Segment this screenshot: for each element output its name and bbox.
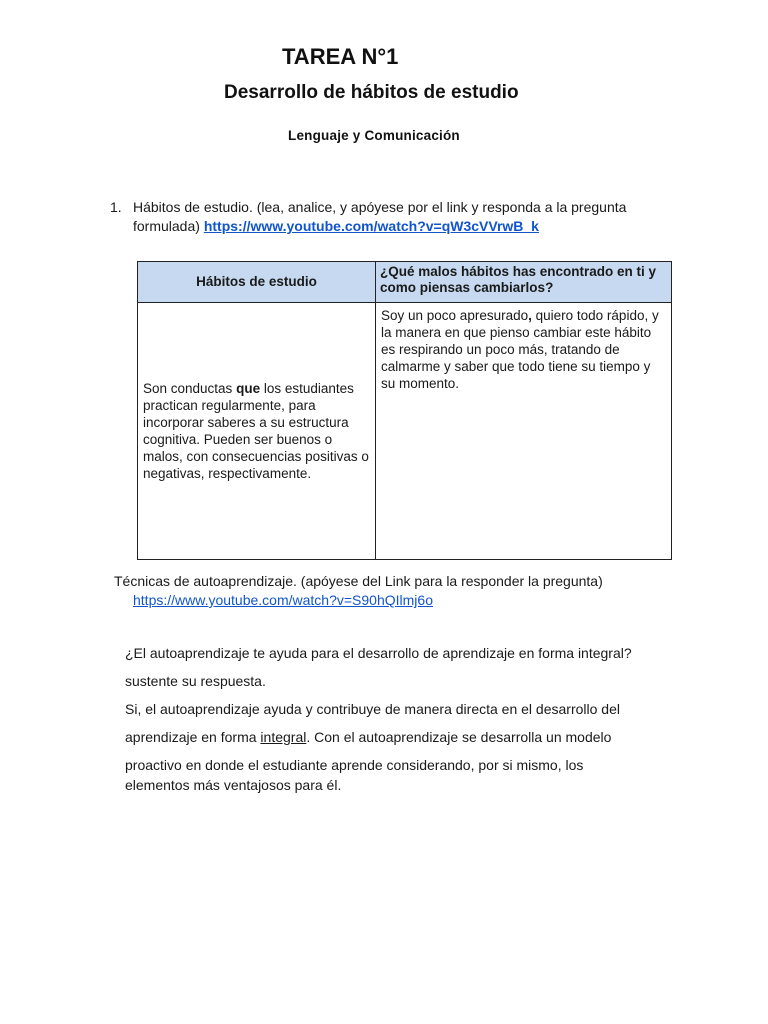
definition-text-end: los estudiantes practican regularmente, para incorporar saberes a su estructura cognitiva. Pueden ser buenos o malos, con consecuencias positivas o negativas, respectivamente. xyxy=(143,381,369,481)
definition-text-bold: que xyxy=(236,381,261,396)
table-header-row xyxy=(138,262,672,303)
answer-text-start: Soy un poco apresurado xyxy=(381,308,529,323)
question-1-text: Hábitos de estudio. (lea, analice, y apóyese por el link y responda a la pregunta formulada) xyxy=(133,199,627,234)
question-2-text: Técnicas de autoaprendizaje. (apóyese del Link para la responder la pregunta) xyxy=(114,573,603,589)
table-header-bad-habits: ¿Qué malos hábitos has encontrado en ti y como piensas cambiarlos? xyxy=(376,262,672,303)
question-2-link[interactable]: https://www.youtube.com/watch?v=S90hQIlmj6o xyxy=(133,592,433,608)
question-1-link[interactable]: https://www.youtube.com/watch?v=qW3cVVrwB_k xyxy=(203,218,539,234)
answer-line-4: elementos más ventajosos para él. xyxy=(125,777,342,793)
answer-text-end: quiero todo rápido, y la manera en que pienso cambiar este hábito es respirando un poco más, tratando de calmarme y saber que todo tiene su tiempo y su momento. xyxy=(381,308,659,391)
answer-line-3: proactivo en donde el estudiante aprende considerando, por si mismo, los xyxy=(125,757,584,773)
habits-table xyxy=(137,261,672,560)
answer-line-2-start: aprendizaje en forma xyxy=(125,729,261,745)
answer-question-line-2: sustente su respuesta. xyxy=(125,673,266,689)
answer-text-bold: , xyxy=(528,308,532,323)
answer-question-line-1: ¿El autoaprendizaje te ayuda para el desarrollo de aprendizaje en forma integral? xyxy=(125,645,632,661)
page-subtitle: Desarrollo de hábitos de estudio xyxy=(224,82,519,103)
table-row xyxy=(138,303,672,560)
answer-line-2 xyxy=(125,727,705,747)
table-cell-answer xyxy=(376,303,672,560)
page-title: TAREA N°1 xyxy=(282,44,399,69)
table-header-habits: Hábitos de estudio xyxy=(138,262,376,303)
answer-line-2-underlined: integral xyxy=(260,729,307,745)
definition-text-start: Son conductas xyxy=(143,381,237,396)
table-cell-definition xyxy=(138,303,376,560)
subject-heading: Lenguaje y Comunicación xyxy=(288,128,460,143)
answer-line-2-end: . Con el autoaprendizaje se desarrolla un modelo xyxy=(306,729,612,745)
question-1-number: 1. xyxy=(110,199,122,215)
question-1-text-block xyxy=(133,198,673,236)
answer-line-1: Si, el autoaprendizaje ayuda y contribuye de manera directa en el desarrollo del xyxy=(125,701,620,717)
